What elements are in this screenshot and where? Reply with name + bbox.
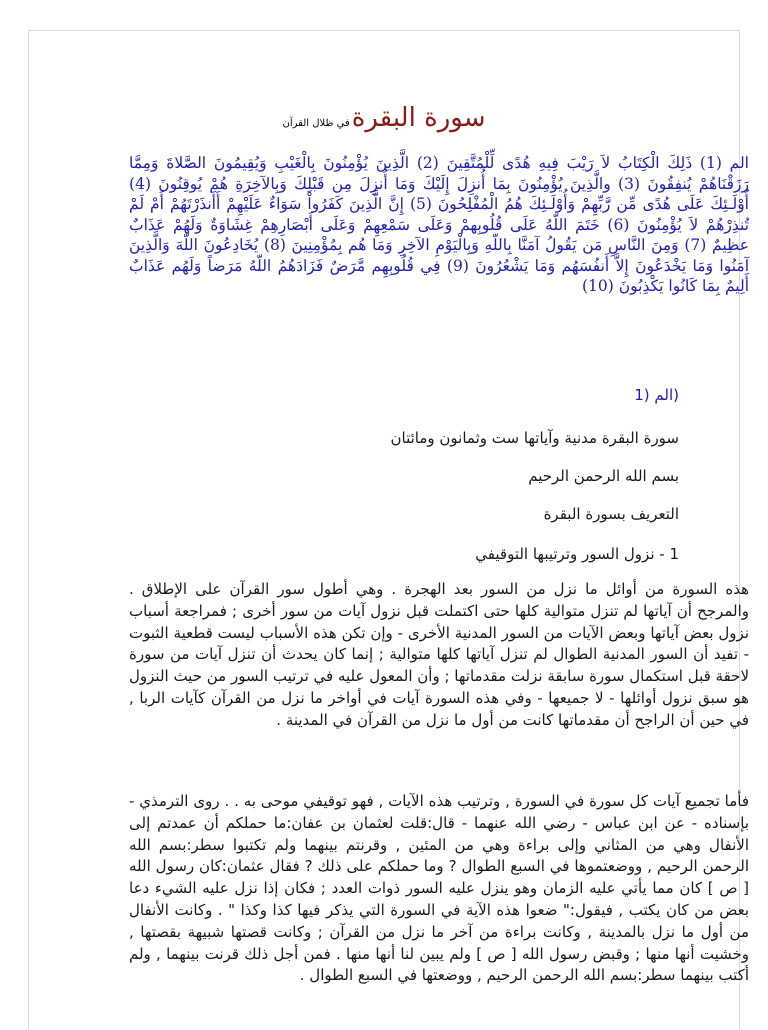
surah-info-line: سورة البقرة مدنية وآياتها ست وثمانون ومائتان — [390, 429, 679, 447]
page-subtitle: في ظلال القرآن — [282, 118, 350, 129]
paragraph-ordering: فأما تجميع آيات كل سورة في السورة , وترتيب هذه الآيات , فهو توقيفي موحى به . . روى الترمذي - بإسناده - عن ابن عباس - رضي الله عنهما - قال:قلت لعثمان بن عفان:ما حملكم أن عمدتم إلى الأنفال وهي من المثاني وإلى براءة وهي من المئين , وقرنتم بينهما ولم تكتبوا سطر:بسم الله الرحمن الرحيم , ووضعتموها في السبع الطوال ? وما حملكم على ذلك ? فقال عثمان:كان رسول الله [ ص ] كان مما يأتي عليه الزمان وهو ينزل عليه السور ذوات العدد ; فكان إذا نزل عليه الشيء دعا بعض من كان يكتب , فيقول:" ضعوا هذه الآية في السورة التي يذكر فيها كذا وكذا " . وكانت الأنفال من أول ما نزل بالمدينة , وكانت براءة من آخر ما نزل من القرآن ; وكانت قصتها شبيهة بقصتها , وخشيت أنها منها ; وقبض رسول الله [ ص ] ولم يبين لنا أنها منها . فمن أجل ذلك قرنت بينهما , ولم أكتب بينهما سطر:بسم الله الرحمن الرحيم , ووضعتها في السبع الطوال . — [129, 792, 749, 985]
paragraph-revelation: هذه السورة من أوائل ما نزل من السور بعد الهجرة . وهي أطول سور القرآن على الإطلاق . والمرجح أن آياتها لم تنزل متوالية كلها حتى اكتملت قبل نزول آيات من سور أخرى ; فمراجعة أسباب نزول بعض آياتها وبعض الآيات من السور المدنية الأخرى - وإن تكن هذه الأسباب ليست قطعية الثبوت - تفيد أن السور المدنية الطوال لم تنزل آياتها كلها متوالية ; إنما كان يحدث أن تنزل آيات من سورة لاحقة قبل استكمال سورة سابقة نزلت مقدماتها ; وأن المعول عليه في ترتيب السور من حيث النزول هو سبق نزول أوائلها - لا جميعها - وفي هذه السورة آيات في أواخر ما نزل من القرآن كآيات الربا , في حين أن الراجح أن مقدماتها كانت من أول ما نزل من القرآن في المدينة . — [129, 580, 749, 729]
intro-heading: التعريف بسورة البقرة — [543, 505, 679, 523]
quran-verses: الم (1) ذَلِكَ الْكِتَابُ لاَ رَيْبَ فِيهِ هُدًى لِّلْمُتَّقِينَ (2) الَّذِينَ يُؤْمِنُونَ بِالْغَيْبِ وَيُقِيمُونَ الصَّلاةَ وَمِمَّا رَزَقْنَاهُمْ يُنفِقُونَ (3) والَّذِينَ يُؤْمِنُونَ بِمَا أُنزِلَ إِلَيْكَ وَمَا أُنزِلَ مِن قَبْلِكَ وَبِالآخِرَةِ هُمْ يُوقِنُونَ (4) أُوْلَـئِكَ عَلَى هُدًى مِّن رَّبِّهِمْ وَأُوْلَـئِكَ هُمُ الْمُفْلِحُونَ (5) إِنَّ الَّذِينَ كَفَرُواْ سَوَاءٌ عَلَيْهِمْ أَأَنذَرْتَهُمْ أَمْ لَمْ تُنذِرْهُمْ لاَ يُؤْمِنُونَ (6) خَتَمَ اللّهُ عَلَى قُلُوبِهمْ وَعَلَى سَمْعِهِمْ وَعَلَى أَبْصَارِهِمْ غِشَاوَةٌ وَلَهُمْ عَذَابٌ عظِيمٌ (7) وَمِنَ النَّاسِ مَن يَقُولُ آمَنَّا بِاللّهِ وَبِالْيَوْمِ الآخِرِ وَمَا هُم بِمُؤْمِنِينَ (8) يُخَادِعُونَ اللّهَ وَالَّذِينَ آمَنُوا وَمَا يَخْدَعُونَ إِلاَّ أَنفُسَهُم وَمَا يَشْعُرُونَ (9) فِي قُلُوبِهِم مَّرَضٌ فَزَادَهُمُ اللّهُ مَرَضاً وَلَهُم عَذَابٌ أَلِيمٌ بِمَا كَانُوا يَكْذِبُونَ (10) — [129, 154, 750, 295]
section-heading: 1 - نزول السور وترتيبها التوقيفي — [475, 545, 679, 563]
alm-label: (الم (1 — [634, 386, 679, 404]
page-title: سورة البقرة — [351, 103, 486, 133]
title-row — [29, 103, 739, 133]
document-page — [28, 30, 750, 1030]
basmala-line: بسم الله الرحمن الرحيم — [528, 467, 679, 485]
